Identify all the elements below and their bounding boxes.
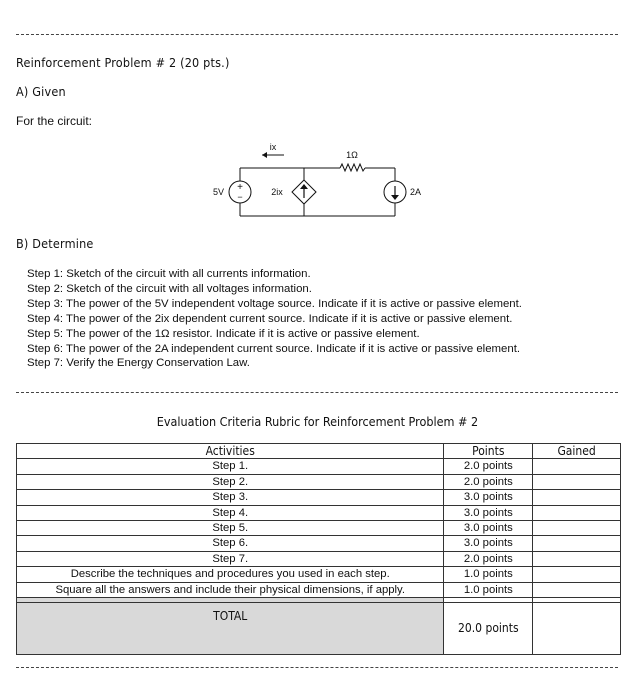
points-cell: 1.0 points: [444, 567, 533, 582]
total-gained-cell[interactable]: [533, 603, 621, 655]
dependent-source-label: 2ix: [271, 187, 283, 197]
points-header: Points: [444, 444, 533, 459]
table-row: [17, 505, 621, 520]
steps-list: [27, 267, 522, 371]
table-row: [17, 459, 621, 474]
activity-cell: Step 7.: [17, 551, 444, 566]
activity-cell: Square all the answers and include their physical dimensions, if apply.: [17, 582, 444, 597]
points-cell: 3.0 points: [444, 521, 533, 536]
middle-dashed-divider: [16, 392, 618, 393]
activity-cell: Step 4.: [17, 505, 444, 520]
current-source-label: 2A: [410, 187, 422, 197]
ix-arrow-icon: [262, 152, 267, 158]
total-label: TOTAL: [17, 603, 444, 655]
gained-cell[interactable]: [533, 490, 621, 505]
points-cell: 2.0 points: [444, 474, 533, 489]
circuit-intro: For the circuit:: [16, 114, 93, 128]
points-cell: 2.0 points: [444, 459, 533, 474]
circuit-diagram: [200, 140, 440, 225]
activity-cell: Step 3.: [17, 490, 444, 505]
points-cell: 3.0 points: [444, 505, 533, 520]
ix-current-label: ix: [269, 142, 277, 152]
points-cell: 2.0 points: [444, 551, 533, 566]
table-row: [17, 567, 621, 582]
step-item: Step 1: Sketch of the circuit with all currents information.: [27, 268, 311, 280]
step-item: Step 3: The power of the 5V independent voltage source. Indicate if it is active or passive element.: [27, 297, 522, 310]
resistor-symbol: [340, 164, 365, 171]
problem-heading: Reinforcement Problem # 2 (20 pts.): [16, 55, 230, 70]
activity-cell: Step 6.: [17, 536, 444, 551]
voltage-plus-sign: +: [237, 182, 243, 193]
top-dashed-divider: [16, 34, 618, 35]
activities-header: Activities: [17, 444, 444, 459]
total-row: [17, 603, 621, 655]
gained-cell[interactable]: [533, 505, 621, 520]
gained-cell[interactable]: [533, 582, 621, 597]
total-points: 20.0 points: [444, 603, 533, 655]
table-row: [17, 474, 621, 489]
step-item: Step 7: Verify the Energy Conservation Law.: [27, 357, 250, 370]
rubric-table: [16, 443, 621, 655]
voltage-minus-sign: −: [237, 192, 243, 202]
part-b-label: B) Determine: [16, 236, 94, 251]
table-row: [17, 582, 621, 597]
points-cell: 3.0 points: [444, 536, 533, 551]
gained-cell[interactable]: [533, 567, 621, 582]
table-row: [17, 551, 621, 566]
gained-cell[interactable]: [533, 536, 621, 551]
points-cell: 1.0 points: [444, 582, 533, 597]
step-item: Step 2: Sketch of the circuit with all voltages information.: [27, 282, 312, 295]
activity-cell: Step 1.: [17, 459, 444, 474]
gained-cell[interactable]: [533, 474, 621, 489]
step-item: Step 4: The power of the 2ix dependent current source. Indicate if it is active or passive element.: [27, 312, 513, 325]
resistor-label: 1Ω: [346, 150, 358, 160]
gained-cell[interactable]: [533, 459, 621, 474]
table-row: [17, 521, 621, 536]
activity-cell: Step 2.: [17, 474, 444, 489]
gained-cell[interactable]: [533, 551, 621, 566]
step-item: Step 5: The power of the 1Ω resistor. Indicate if it is active or passive element.: [27, 327, 420, 340]
rubric-title: Evaluation Criteria Rubric for Reinforcement Problem # 2: [156, 414, 479, 429]
table-row: [17, 490, 621, 505]
activity-cell: Describe the techniques and procedures you used in each step.: [17, 567, 444, 582]
activity-cell: Step 5.: [17, 521, 444, 536]
table-row: [17, 536, 621, 551]
step-item: Step 6: The power of the 2A independent current source. Indicate if it is active or passive element.: [27, 342, 521, 355]
rubric-header-row: [17, 444, 621, 459]
bottom-dashed-divider: [16, 667, 618, 668]
part-a-label: A) Given: [16, 84, 66, 99]
voltage-source-label: 5V: [212, 187, 224, 197]
gained-header: Gained: [533, 444, 621, 459]
gained-cell[interactable]: [533, 521, 621, 536]
points-cell: 3.0 points: [444, 490, 533, 505]
